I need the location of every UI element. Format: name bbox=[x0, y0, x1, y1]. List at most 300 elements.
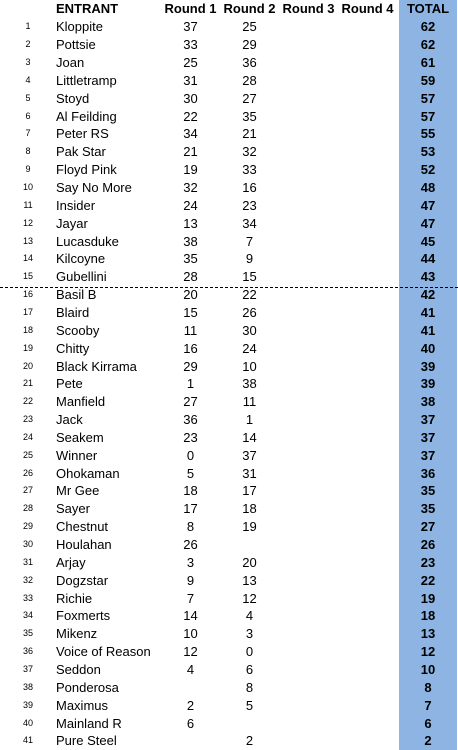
round-2-score: 6 bbox=[245, 661, 254, 677]
round-2-score: 18 bbox=[242, 501, 257, 517]
rank-number: 35 bbox=[22, 628, 33, 639]
rank-number: 2 bbox=[25, 39, 31, 50]
round-3-score bbox=[282, 411, 335, 429]
table-row bbox=[0, 697, 458, 715]
round-1-score: 4 bbox=[186, 661, 195, 677]
round-2-score: 7 bbox=[245, 233, 254, 249]
round-1-score: 19 bbox=[183, 162, 198, 178]
round-2-score: 4 bbox=[245, 608, 254, 624]
entrant-name: Black Kirrama bbox=[56, 358, 137, 374]
header-entrant: ENTRANT bbox=[56, 1, 119, 16]
round-1-score: 26 bbox=[183, 537, 198, 552]
total-score: 26 bbox=[420, 537, 436, 552]
table-row bbox=[0, 661, 458, 679]
round-2-score: 17 bbox=[242, 483, 257, 499]
table-row bbox=[0, 607, 458, 625]
round-3-score bbox=[282, 161, 335, 179]
table-row bbox=[0, 465, 458, 483]
round-3-score bbox=[282, 482, 335, 500]
total-score: 53 bbox=[420, 144, 436, 160]
round-1-score: 0 bbox=[186, 447, 195, 463]
entrant-name: Richie bbox=[56, 590, 93, 606]
round-1-score: 10 bbox=[183, 626, 198, 642]
rank-number: 28 bbox=[22, 503, 33, 514]
total-score: 47 bbox=[420, 215, 436, 231]
round-2-score: 3 bbox=[245, 626, 254, 642]
table-row bbox=[0, 161, 458, 179]
table-row bbox=[0, 715, 458, 733]
rank-number: 26 bbox=[22, 467, 33, 478]
round-4-score bbox=[341, 447, 394, 465]
round-4-score bbox=[341, 697, 394, 715]
round-3-score bbox=[282, 732, 335, 750]
round-1-score: 28 bbox=[183, 269, 198, 285]
table-row bbox=[0, 500, 458, 518]
table-row bbox=[0, 125, 458, 143]
round-1-score: 20 bbox=[183, 287, 198, 303]
header-round-3: Round 3 bbox=[282, 1, 335, 16]
total-score: 62 bbox=[420, 19, 436, 35]
round-2-score: 11 bbox=[242, 394, 257, 410]
round-4-score bbox=[341, 375, 394, 393]
round-2-score: 13 bbox=[242, 572, 257, 588]
total-score: 6 bbox=[424, 715, 432, 731]
round-2-score: 27 bbox=[242, 90, 257, 106]
round-4-score bbox=[341, 304, 394, 322]
table-row bbox=[0, 304, 458, 322]
round-2-score: 26 bbox=[242, 304, 257, 320]
round-3-score bbox=[282, 250, 335, 268]
rank-number: 27 bbox=[22, 485, 33, 496]
round-4-score bbox=[341, 482, 394, 500]
table-row bbox=[0, 268, 458, 286]
round-3-score bbox=[282, 661, 335, 679]
entrant-name: Chitty bbox=[56, 340, 90, 356]
round-3-score bbox=[282, 375, 335, 393]
entrant-name: Arjay bbox=[56, 554, 86, 570]
total-score: 12 bbox=[420, 644, 436, 660]
round-3-score bbox=[282, 36, 335, 54]
rank-number: 29 bbox=[22, 521, 33, 532]
table-row bbox=[0, 215, 458, 233]
entrant-name: Pak Star bbox=[56, 144, 106, 160]
round-4-score bbox=[341, 536, 394, 554]
entrant-name: Say No More bbox=[56, 180, 132, 195]
rank-number: 18 bbox=[22, 324, 33, 335]
round-3-score bbox=[282, 572, 335, 590]
rank-number: 17 bbox=[22, 306, 33, 317]
round-4-score bbox=[341, 661, 394, 679]
round-4-score bbox=[341, 233, 394, 251]
rank-number: 34 bbox=[22, 610, 33, 621]
round-1-score: 9 bbox=[186, 572, 195, 588]
total-score: 8 bbox=[424, 679, 432, 695]
round-2-score: 35 bbox=[242, 108, 257, 124]
round-1-score: 11 bbox=[183, 322, 198, 338]
total-score: 13 bbox=[420, 626, 436, 642]
round-2-score: 22 bbox=[242, 287, 257, 303]
entrant-name: Peter RS bbox=[56, 126, 109, 142]
round-1-score: 22 bbox=[183, 108, 198, 124]
round-3-score bbox=[282, 500, 335, 518]
rank-number: 9 bbox=[25, 164, 31, 175]
round-2-score: 33 bbox=[242, 162, 257, 178]
round-4-score bbox=[341, 250, 394, 268]
entrant-name: Insider bbox=[56, 197, 96, 213]
round-4-score bbox=[341, 90, 394, 108]
table-row bbox=[0, 322, 458, 340]
round-2-score: 1 bbox=[245, 412, 254, 428]
cutoff-line bbox=[0, 287, 458, 288]
round-3-score bbox=[282, 536, 335, 554]
entrant-name: Mainland R bbox=[56, 715, 122, 731]
round-4-score bbox=[341, 590, 394, 608]
round-2-score: 23 bbox=[242, 197, 257, 213]
round-4-score bbox=[341, 518, 394, 536]
table-row bbox=[0, 143, 458, 161]
round-2-score: 12 bbox=[242, 590, 257, 606]
round-1-score: 8 bbox=[186, 519, 195, 535]
total-score: 35 bbox=[420, 483, 436, 499]
total-score: 43 bbox=[420, 269, 436, 285]
table-row bbox=[0, 197, 458, 215]
total-score: 44 bbox=[420, 251, 436, 267]
rank-number: 3 bbox=[25, 57, 31, 68]
round-1-score: 6 bbox=[186, 715, 195, 731]
round-1-score: 29 bbox=[183, 358, 198, 374]
entrant-name: Kilcoyne bbox=[56, 251, 106, 267]
rank-number: 23 bbox=[22, 414, 33, 425]
round-4-score bbox=[341, 179, 394, 197]
total-score: 41 bbox=[420, 322, 436, 338]
entrant-name: Kloppite bbox=[56, 19, 103, 35]
rank-number: 32 bbox=[22, 574, 33, 585]
entrant-name: Pure Steel bbox=[56, 733, 117, 749]
rank-number: 5 bbox=[25, 92, 31, 103]
round-3-score bbox=[282, 72, 335, 90]
round-4-score bbox=[341, 625, 394, 643]
entrant-name: Seddon bbox=[56, 661, 101, 677]
entrant-name: Sayer bbox=[56, 501, 90, 517]
round-2-score: 2 bbox=[245, 733, 254, 749]
round-4-score bbox=[341, 322, 394, 340]
round-3-score bbox=[282, 233, 335, 251]
header-round-4: Round 4 bbox=[341, 1, 394, 16]
total-score: 37 bbox=[420, 429, 436, 445]
round-1-score: 30 bbox=[183, 90, 198, 106]
round-1-score: 17 bbox=[183, 501, 198, 517]
entrant-name: Mikenz bbox=[56, 626, 98, 642]
round-4-score bbox=[341, 286, 394, 304]
total-score: 2 bbox=[424, 733, 432, 749]
table-row bbox=[0, 233, 458, 251]
total-score: 19 bbox=[420, 590, 436, 606]
rank-number: 10 bbox=[22, 182, 33, 192]
round-2-score: 28 bbox=[242, 72, 257, 88]
round-2-score bbox=[223, 536, 276, 554]
round-3-score bbox=[282, 590, 335, 608]
round-3-score bbox=[282, 465, 335, 483]
round-1-score: 12 bbox=[183, 644, 198, 660]
round-2-score: 0 bbox=[245, 644, 254, 660]
total-score: 52 bbox=[420, 162, 436, 178]
total-score: 22 bbox=[420, 572, 436, 588]
round-4-score bbox=[341, 500, 394, 518]
round-1-score: 18 bbox=[183, 483, 198, 499]
round-3-score bbox=[282, 643, 335, 661]
round-4-score bbox=[341, 54, 394, 72]
round-1-score: 33 bbox=[183, 37, 198, 53]
total-score: 39 bbox=[420, 376, 436, 392]
round-1-score: 13 bbox=[183, 215, 198, 231]
round-4-score bbox=[341, 197, 394, 215]
round-1-score: 37 bbox=[183, 19, 198, 35]
round-3-score bbox=[282, 125, 335, 143]
round-4-score bbox=[341, 643, 394, 661]
table-row bbox=[0, 518, 458, 536]
table-row bbox=[0, 447, 458, 465]
header-total: TOTAL bbox=[406, 1, 450, 16]
table-row bbox=[0, 286, 458, 304]
entrant-name: Jayar bbox=[56, 215, 88, 231]
round-3-score bbox=[282, 697, 335, 715]
round-3-score bbox=[282, 393, 335, 411]
total-score: 39 bbox=[420, 358, 436, 374]
table-row bbox=[0, 36, 458, 54]
table-row bbox=[0, 250, 458, 268]
round-2-score: 38 bbox=[242, 376, 257, 392]
entrant-name: Ponderosa bbox=[56, 679, 119, 695]
rank-number: 11 bbox=[23, 199, 33, 210]
round-2-score: 31 bbox=[242, 465, 257, 481]
round-4-score bbox=[341, 358, 394, 376]
round-1-score: 32 bbox=[183, 180, 198, 195]
table-row bbox=[0, 732, 458, 750]
round-2-score: 21 bbox=[242, 126, 257, 142]
entrant-name: Manfield bbox=[56, 394, 106, 410]
entrant-name: Floyd Pink bbox=[56, 162, 117, 178]
total-score: 18 bbox=[420, 608, 436, 624]
rank-number: 21 bbox=[22, 378, 33, 389]
total-score: 10 bbox=[420, 661, 436, 677]
total-score: 48 bbox=[420, 180, 436, 195]
round-1-score: 36 bbox=[183, 412, 198, 428]
table-row bbox=[0, 90, 458, 108]
round-4-score bbox=[341, 108, 394, 126]
total-score: 35 bbox=[420, 501, 436, 517]
entrant-name: Blaird bbox=[56, 304, 90, 320]
entrant-name: Ohokaman bbox=[56, 465, 120, 481]
round-1-score bbox=[164, 679, 217, 697]
table-row bbox=[0, 643, 458, 661]
round-3-score bbox=[282, 322, 335, 340]
round-3-score bbox=[282, 715, 335, 733]
round-3-score bbox=[282, 429, 335, 447]
round-2-score: 16 bbox=[242, 180, 257, 195]
entrant-name: Maximus bbox=[56, 697, 109, 713]
entrant-name: Dogzstar bbox=[56, 572, 109, 588]
round-3-score bbox=[282, 108, 335, 126]
round-1-score: 23 bbox=[183, 429, 198, 445]
round-3-score bbox=[282, 358, 335, 376]
table-row bbox=[0, 554, 458, 572]
total-score: 41 bbox=[420, 304, 436, 320]
round-4-score bbox=[341, 36, 394, 54]
round-3-score bbox=[282, 143, 335, 161]
round-1-score: 38 bbox=[183, 233, 198, 249]
round-4-score bbox=[341, 572, 394, 590]
round-2-score: 14 bbox=[242, 429, 257, 445]
total-score: 27 bbox=[420, 519, 436, 535]
round-4-score bbox=[341, 465, 394, 483]
round-3-score bbox=[282, 215, 335, 233]
rank-number: 15 bbox=[22, 271, 33, 282]
entrant-name: Foxmerts bbox=[56, 608, 111, 624]
round-3-score bbox=[282, 447, 335, 465]
entrant-name: Scooby bbox=[56, 322, 100, 338]
total-score: 42 bbox=[420, 287, 436, 303]
total-score: 7 bbox=[424, 697, 432, 713]
rank-number: 22 bbox=[22, 396, 33, 407]
round-4-score bbox=[341, 143, 394, 161]
round-3-score bbox=[282, 679, 335, 697]
round-2-score: 29 bbox=[242, 37, 257, 53]
total-score: 57 bbox=[420, 108, 436, 124]
rank-number: 13 bbox=[22, 235, 33, 246]
round-1-score: 16 bbox=[183, 340, 198, 356]
round-3-score bbox=[282, 340, 335, 358]
table-row bbox=[0, 72, 458, 90]
round-1-score: 25 bbox=[183, 55, 198, 71]
round-3-score bbox=[282, 607, 335, 625]
total-score: 62 bbox=[420, 37, 436, 53]
round-3-score bbox=[282, 54, 335, 72]
rank-number: 37 bbox=[22, 663, 33, 674]
total-score: 38 bbox=[420, 394, 436, 410]
rank-number: 4 bbox=[25, 74, 31, 85]
total-score: 59 bbox=[420, 72, 436, 88]
round-2-score: 34 bbox=[242, 215, 257, 231]
rank-number: 6 bbox=[25, 110, 31, 121]
rank-number: 16 bbox=[22, 289, 33, 300]
round-4-score bbox=[341, 715, 394, 733]
entrant-name: Seakem bbox=[56, 429, 104, 445]
table-row bbox=[0, 572, 458, 590]
entrant-name: Gubellini bbox=[56, 269, 107, 285]
round-4-score bbox=[341, 72, 394, 90]
round-2-score: 20 bbox=[242, 554, 257, 570]
round-3-score bbox=[282, 554, 335, 572]
round-2-score: 15 bbox=[242, 269, 257, 285]
table-row bbox=[0, 375, 458, 393]
round-4-score bbox=[341, 161, 394, 179]
total-score: 55 bbox=[420, 126, 436, 142]
total-score: 36 bbox=[420, 465, 436, 481]
round-4-score bbox=[341, 125, 394, 143]
round-4-score bbox=[341, 607, 394, 625]
round-2-score: 32 bbox=[242, 144, 257, 160]
round-1-score: 1 bbox=[186, 376, 195, 392]
round-2-score bbox=[223, 715, 276, 733]
table-row bbox=[0, 179, 458, 197]
round-2-score: 19 bbox=[242, 519, 257, 535]
round-4-score bbox=[341, 268, 394, 286]
rank-number: 36 bbox=[22, 646, 33, 657]
total-score: 40 bbox=[420, 340, 436, 356]
rank-number: 1 bbox=[25, 21, 31, 32]
table-row bbox=[0, 429, 458, 447]
round-4-score bbox=[341, 18, 394, 36]
round-4-score bbox=[341, 215, 394, 233]
table-row bbox=[0, 393, 458, 411]
rank-number: 33 bbox=[22, 592, 33, 603]
rank-number: 12 bbox=[22, 217, 33, 228]
total-score: 45 bbox=[420, 233, 436, 249]
table-row bbox=[0, 411, 458, 429]
round-1-score: 21 bbox=[183, 144, 198, 160]
entrant-name: Basil B bbox=[56, 287, 97, 303]
round-2-score: 30 bbox=[242, 322, 257, 338]
round-2-score: 37 bbox=[242, 447, 257, 463]
total-score: 61 bbox=[420, 55, 436, 71]
round-1-score bbox=[164, 732, 217, 750]
round-3-score bbox=[282, 18, 335, 36]
round-1-score: 24 bbox=[183, 197, 198, 213]
round-2-score: 8 bbox=[245, 679, 254, 695]
entrant-name: Houlahan bbox=[56, 537, 112, 552]
total-score: 37 bbox=[420, 412, 436, 428]
round-2-score: 5 bbox=[245, 697, 254, 713]
rank-number: 30 bbox=[22, 539, 33, 549]
entrant-name: Pete bbox=[56, 376, 83, 392]
round-4-score bbox=[341, 411, 394, 429]
round-2-score: 36 bbox=[242, 55, 257, 71]
round-1-score: 2 bbox=[186, 697, 195, 713]
round-1-score: 27 bbox=[183, 394, 198, 410]
round-1-score: 31 bbox=[183, 72, 198, 88]
entrant-name: Voice of Reason bbox=[56, 644, 151, 660]
round-3-score bbox=[282, 179, 335, 197]
entrant-name: Al Feilding bbox=[56, 108, 117, 124]
round-1-score: 14 bbox=[183, 608, 198, 624]
entrant-name: Winner bbox=[56, 447, 98, 463]
round-4-score bbox=[341, 679, 394, 697]
rank-number: 8 bbox=[25, 146, 31, 157]
entrant-name: Stoyd bbox=[56, 90, 90, 106]
round-3-score bbox=[282, 286, 335, 304]
round-1-score: 7 bbox=[186, 590, 195, 606]
entrant-name: Lucasduke bbox=[56, 233, 119, 249]
rank-number: 38 bbox=[22, 681, 33, 692]
round-1-score: 34 bbox=[183, 126, 198, 142]
table-row bbox=[0, 625, 458, 643]
entrant-name: Littletramp bbox=[56, 72, 117, 88]
rank-number: 19 bbox=[22, 342, 33, 353]
total-score: 37 bbox=[420, 447, 436, 463]
total-score: 47 bbox=[420, 197, 436, 213]
total-score: 23 bbox=[420, 554, 436, 570]
round-3-score bbox=[282, 90, 335, 108]
entrant-name: Joan bbox=[56, 55, 85, 71]
rank-number: 39 bbox=[22, 699, 33, 710]
table-row bbox=[0, 340, 458, 358]
rank-number: 41 bbox=[22, 735, 33, 746]
entrant-name: Pottsie bbox=[56, 37, 96, 53]
round-1-score: 3 bbox=[186, 554, 195, 570]
round-3-score bbox=[282, 268, 335, 286]
rank-number: 25 bbox=[22, 449, 33, 460]
round-4-score bbox=[341, 554, 394, 572]
